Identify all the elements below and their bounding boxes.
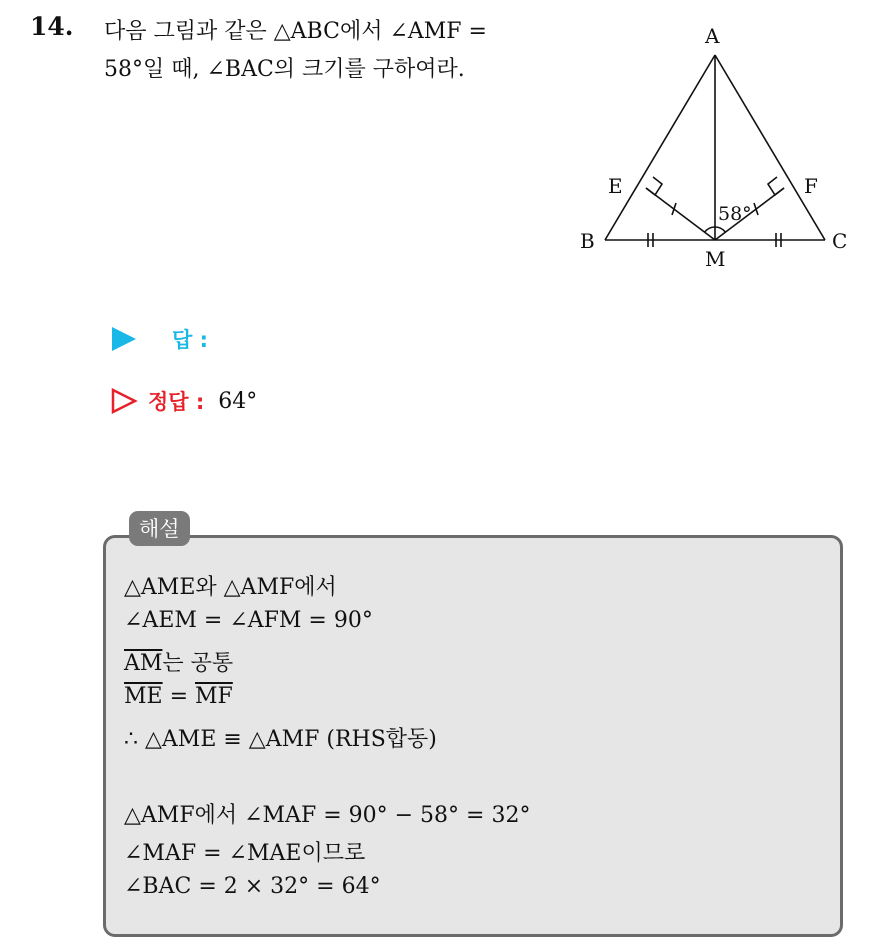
solution-line-4 xyxy=(124,684,233,709)
triangle-figure xyxy=(570,18,860,283)
right-angle-mark-f xyxy=(768,177,784,195)
label-b: B xyxy=(580,229,595,253)
solution-line-3-text: 는 공통 xyxy=(162,651,234,676)
solution-line-2: ∠AEM = ∠AFM = 90° xyxy=(124,608,373,633)
angle-label-58: 58° xyxy=(718,203,752,225)
solution-line-4-equals: = xyxy=(162,684,196,709)
solution-tag: 해설 xyxy=(129,511,190,546)
solution-line-1: △AME와 △AMF에서 xyxy=(124,575,337,600)
segment-mf: $\overline{MF}$ xyxy=(195,684,233,709)
angle-arc-58 xyxy=(715,227,725,232)
solution-line-5: ∴ △AME ≡ △AMF (RHS합동) xyxy=(124,727,437,752)
segment-me: $\overline{ME}$ xyxy=(124,684,163,709)
play-outline-arrow-icon xyxy=(110,388,138,414)
label-c: C xyxy=(832,229,848,253)
label-a: A xyxy=(705,24,720,48)
question-text-line-1: 다음 그림과 같은 △ABC에서 ∠AMF = xyxy=(104,19,487,44)
correct-answer-value: 64° xyxy=(218,388,258,414)
solution-line-7: ∠MAF = ∠MAE이므로 xyxy=(124,841,366,866)
right-angle-mark-e xyxy=(646,177,662,195)
play-arrow-icon xyxy=(110,326,138,352)
label-m: M xyxy=(705,247,726,271)
correct-answer-label: 정답 : xyxy=(148,390,205,414)
solution-line-6: △AMF에서 ∠MAF = 90° − 58° = 32° xyxy=(124,803,531,828)
side-ab xyxy=(605,55,715,240)
label-f: F xyxy=(804,174,818,198)
solution-line-8: ∠BAC = 2 × 32° = 64° xyxy=(124,874,381,899)
question-text-line-2: 58°일 때, ∠BAC의 크기를 구하여라. xyxy=(104,57,465,82)
question-number: 14. xyxy=(30,12,74,41)
label-e: E xyxy=(608,174,623,198)
correct-answer-row xyxy=(110,386,257,416)
angle-arc-left xyxy=(705,227,715,232)
segment-am: $\overline{AM}$ xyxy=(124,651,163,676)
solution-line-3 xyxy=(124,646,233,677)
answer-row xyxy=(110,324,208,354)
answer-label: 답 : xyxy=(172,328,208,352)
